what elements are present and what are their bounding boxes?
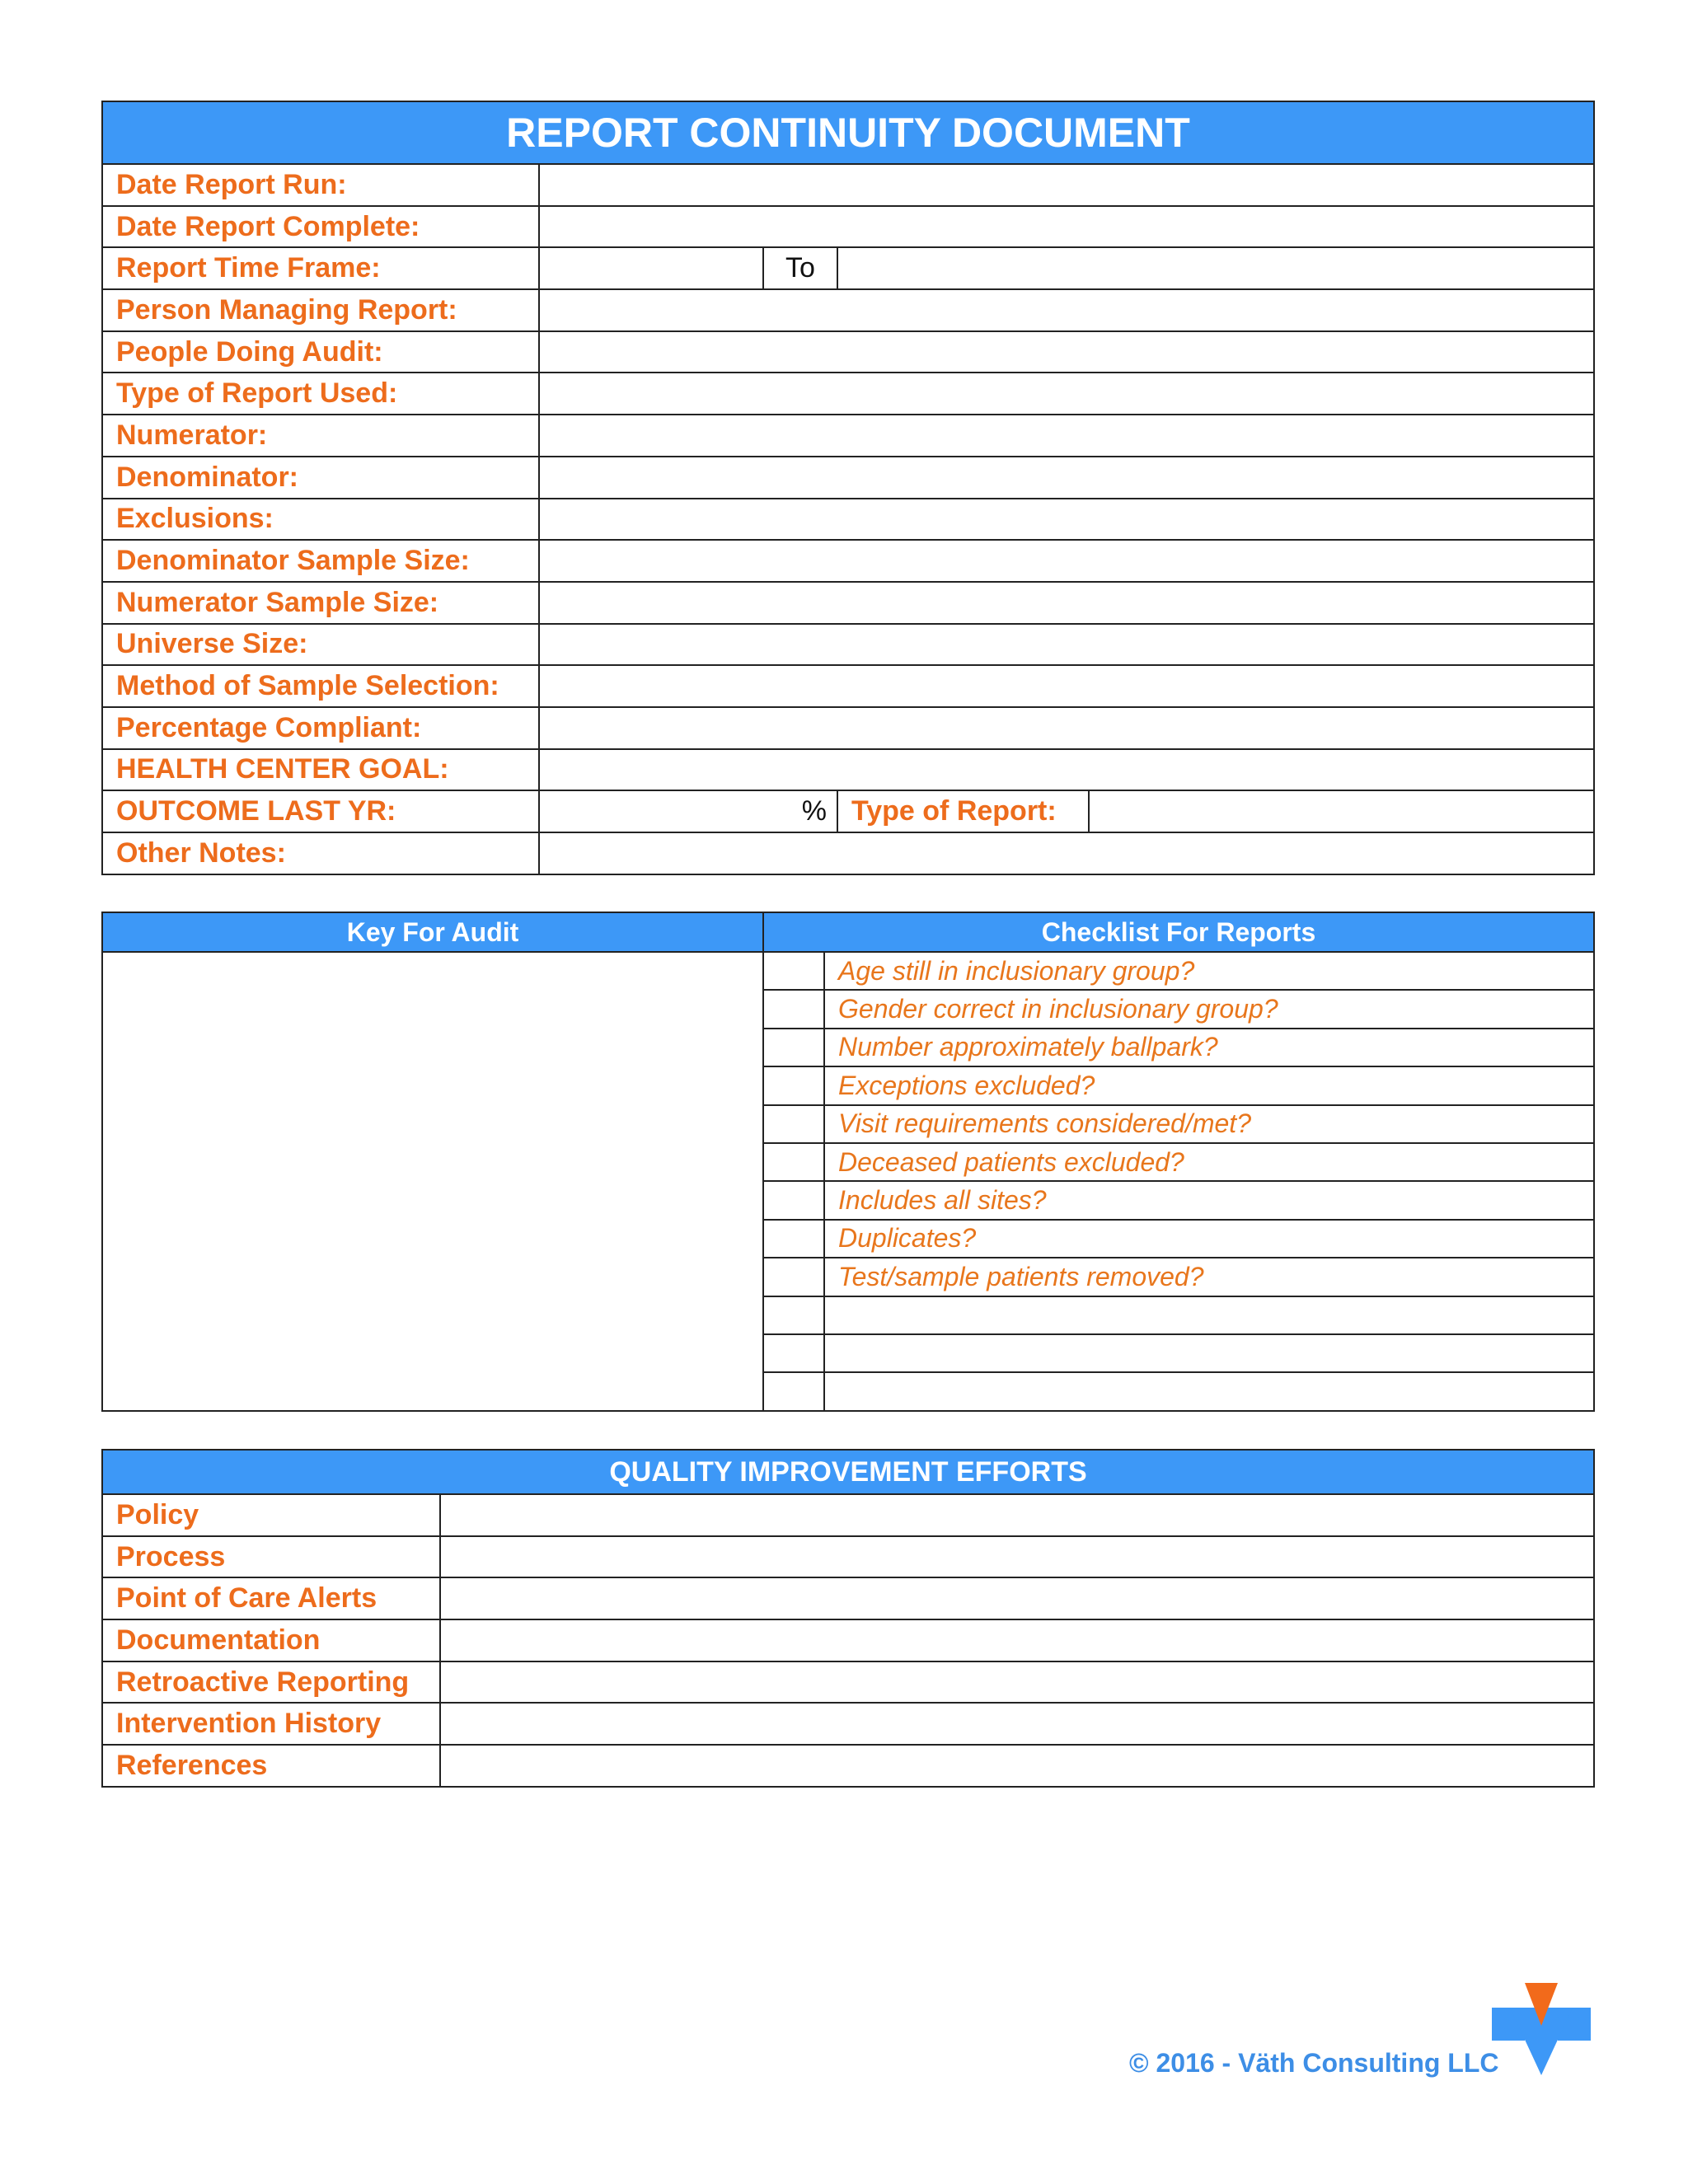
qi-process-field[interactable] [440,1536,1594,1578]
label-exclusions: Exclusions: [102,499,539,541]
type-of-report-field[interactable] [1089,790,1594,832]
checkbox-cell[interactable] [763,1296,824,1334]
outcome-last-yr-field[interactable] [539,790,837,832]
checkbox-cell[interactable] [763,1105,824,1143]
report-continuity-form [101,101,1595,875]
health-center-goal-field[interactable] [539,749,1594,791]
blank-checklist-item[interactable] [824,1334,1594,1372]
label-people-doing-audit: People Doing Audit: [102,331,539,373]
label-type-of-report-used: Type of Report Used: [102,373,539,415]
denominator-sample-size-field[interactable] [539,540,1594,582]
checkbox-cell[interactable] [763,1334,824,1372]
quality-improvement-table [101,1449,1595,1788]
vath-v-logo-icon [1492,1983,1591,2082]
people-doing-audit-field[interactable] [539,331,1594,373]
method-of-sample-selection-field[interactable] [539,665,1594,707]
date-report-run-field[interactable] [539,164,1594,206]
checklist-for-reports-header: Checklist For Reports [763,912,1594,952]
label-date-report-run: Date Report Run: [102,164,539,206]
checklist-item: Visit requirements considered/met? [824,1105,1594,1143]
time-frame-end-field[interactable] [837,247,1594,289]
blank-checklist-item[interactable] [824,1372,1594,1410]
exclusions-field[interactable] [539,499,1594,541]
qi-documentation-field[interactable] [440,1619,1594,1661]
qi-intervention-history-field[interactable] [440,1703,1594,1745]
label-numerator-sample-size: Numerator Sample Size: [102,582,539,624]
label-percentage-compliant: Percentage Compliant: [102,707,539,749]
checkbox-cell[interactable] [763,1220,824,1258]
label-denominator: Denominator: [102,457,539,499]
qi-references-field[interactable] [440,1745,1594,1787]
type-of-report-used-field[interactable] [539,373,1594,415]
form-title: REPORT CONTINUITY DOCUMENT [102,101,1594,164]
qi-point-of-care-alerts-field[interactable] [440,1577,1594,1619]
to-label: To [763,247,837,289]
checkbox-cell[interactable] [763,1066,824,1104]
checklist-item: Number approximately ballpark? [824,1029,1594,1066]
checklist-item: Gender correct in inclusionary group? [824,990,1594,1028]
blank-checklist-item[interactable] [824,1296,1594,1334]
label-universe-size: Universe Size: [102,624,539,666]
copyright-footer: © 2016 - Väth Consulting LLC [1129,2048,1499,2078]
label-person-managing-report: Person Managing Report: [102,289,539,331]
qi-label-point-of-care-alerts: Point of Care Alerts [102,1577,440,1619]
checkbox-cell[interactable] [763,1372,824,1410]
qi-label-intervention-history: Intervention History [102,1703,440,1745]
percentage-compliant-field[interactable] [539,707,1594,749]
key-for-audit-header: Key For Audit [102,912,763,952]
numerator-field[interactable] [539,415,1594,457]
other-notes-field[interactable] [539,832,1594,874]
time-frame-start-field[interactable] [539,247,763,289]
checklist-item: Exceptions excluded? [824,1066,1594,1104]
qi-retroactive-reporting-field[interactable] [440,1661,1594,1704]
qi-label-documentation: Documentation [102,1619,440,1661]
person-managing-report-field[interactable] [539,289,1594,331]
label-method-of-sample-selection: Method of Sample Selection: [102,665,539,707]
label-outcome-last-yr: OUTCOME LAST YR: [102,790,539,832]
key-for-audit-area[interactable] [102,952,763,1411]
checkbox-cell[interactable] [763,990,824,1028]
checkbox-cell[interactable] [763,1029,824,1066]
qi-policy-field[interactable] [440,1494,1594,1536]
label-type-of-report: Type of Report: [837,790,1089,832]
label-other-notes: Other Notes: [102,832,539,874]
checkbox-cell[interactable] [763,1143,824,1181]
percent-sign: % [801,795,827,827]
checkbox-cell[interactable] [763,1181,824,1219]
checkbox-cell[interactable] [763,1258,824,1296]
checklist-item: Age still in inclusionary group? [824,952,1594,990]
audit-checklist-table [101,912,1595,1412]
denominator-field[interactable] [539,457,1594,499]
quality-improvement-header: QUALITY IMPROVEMENT EFFORTS [102,1450,1594,1494]
label-numerator: Numerator: [102,415,539,457]
checklist-item: Duplicates? [824,1220,1594,1258]
qi-label-process: Process [102,1536,440,1578]
qi-label-policy: Policy [102,1494,440,1536]
label-denominator-sample-size: Denominator Sample Size: [102,540,539,582]
checklist-item: Includes all sites? [824,1181,1594,1219]
label-date-report-complete: Date Report Complete: [102,206,539,248]
label-report-time-frame: Report Time Frame: [102,247,539,289]
qi-label-retroactive-reporting: Retroactive Reporting [102,1661,440,1704]
label-health-center-goal: HEALTH CENTER GOAL: [102,749,539,791]
checklist-item: Deceased patients excluded? [824,1143,1594,1181]
checkbox-cell[interactable] [763,952,824,990]
universe-size-field[interactable] [539,624,1594,666]
numerator-sample-size-field[interactable] [539,582,1594,624]
qi-label-references: References [102,1745,440,1787]
date-report-complete-field[interactable] [539,206,1594,248]
checklist-item: Test/sample patients removed? [824,1258,1594,1296]
